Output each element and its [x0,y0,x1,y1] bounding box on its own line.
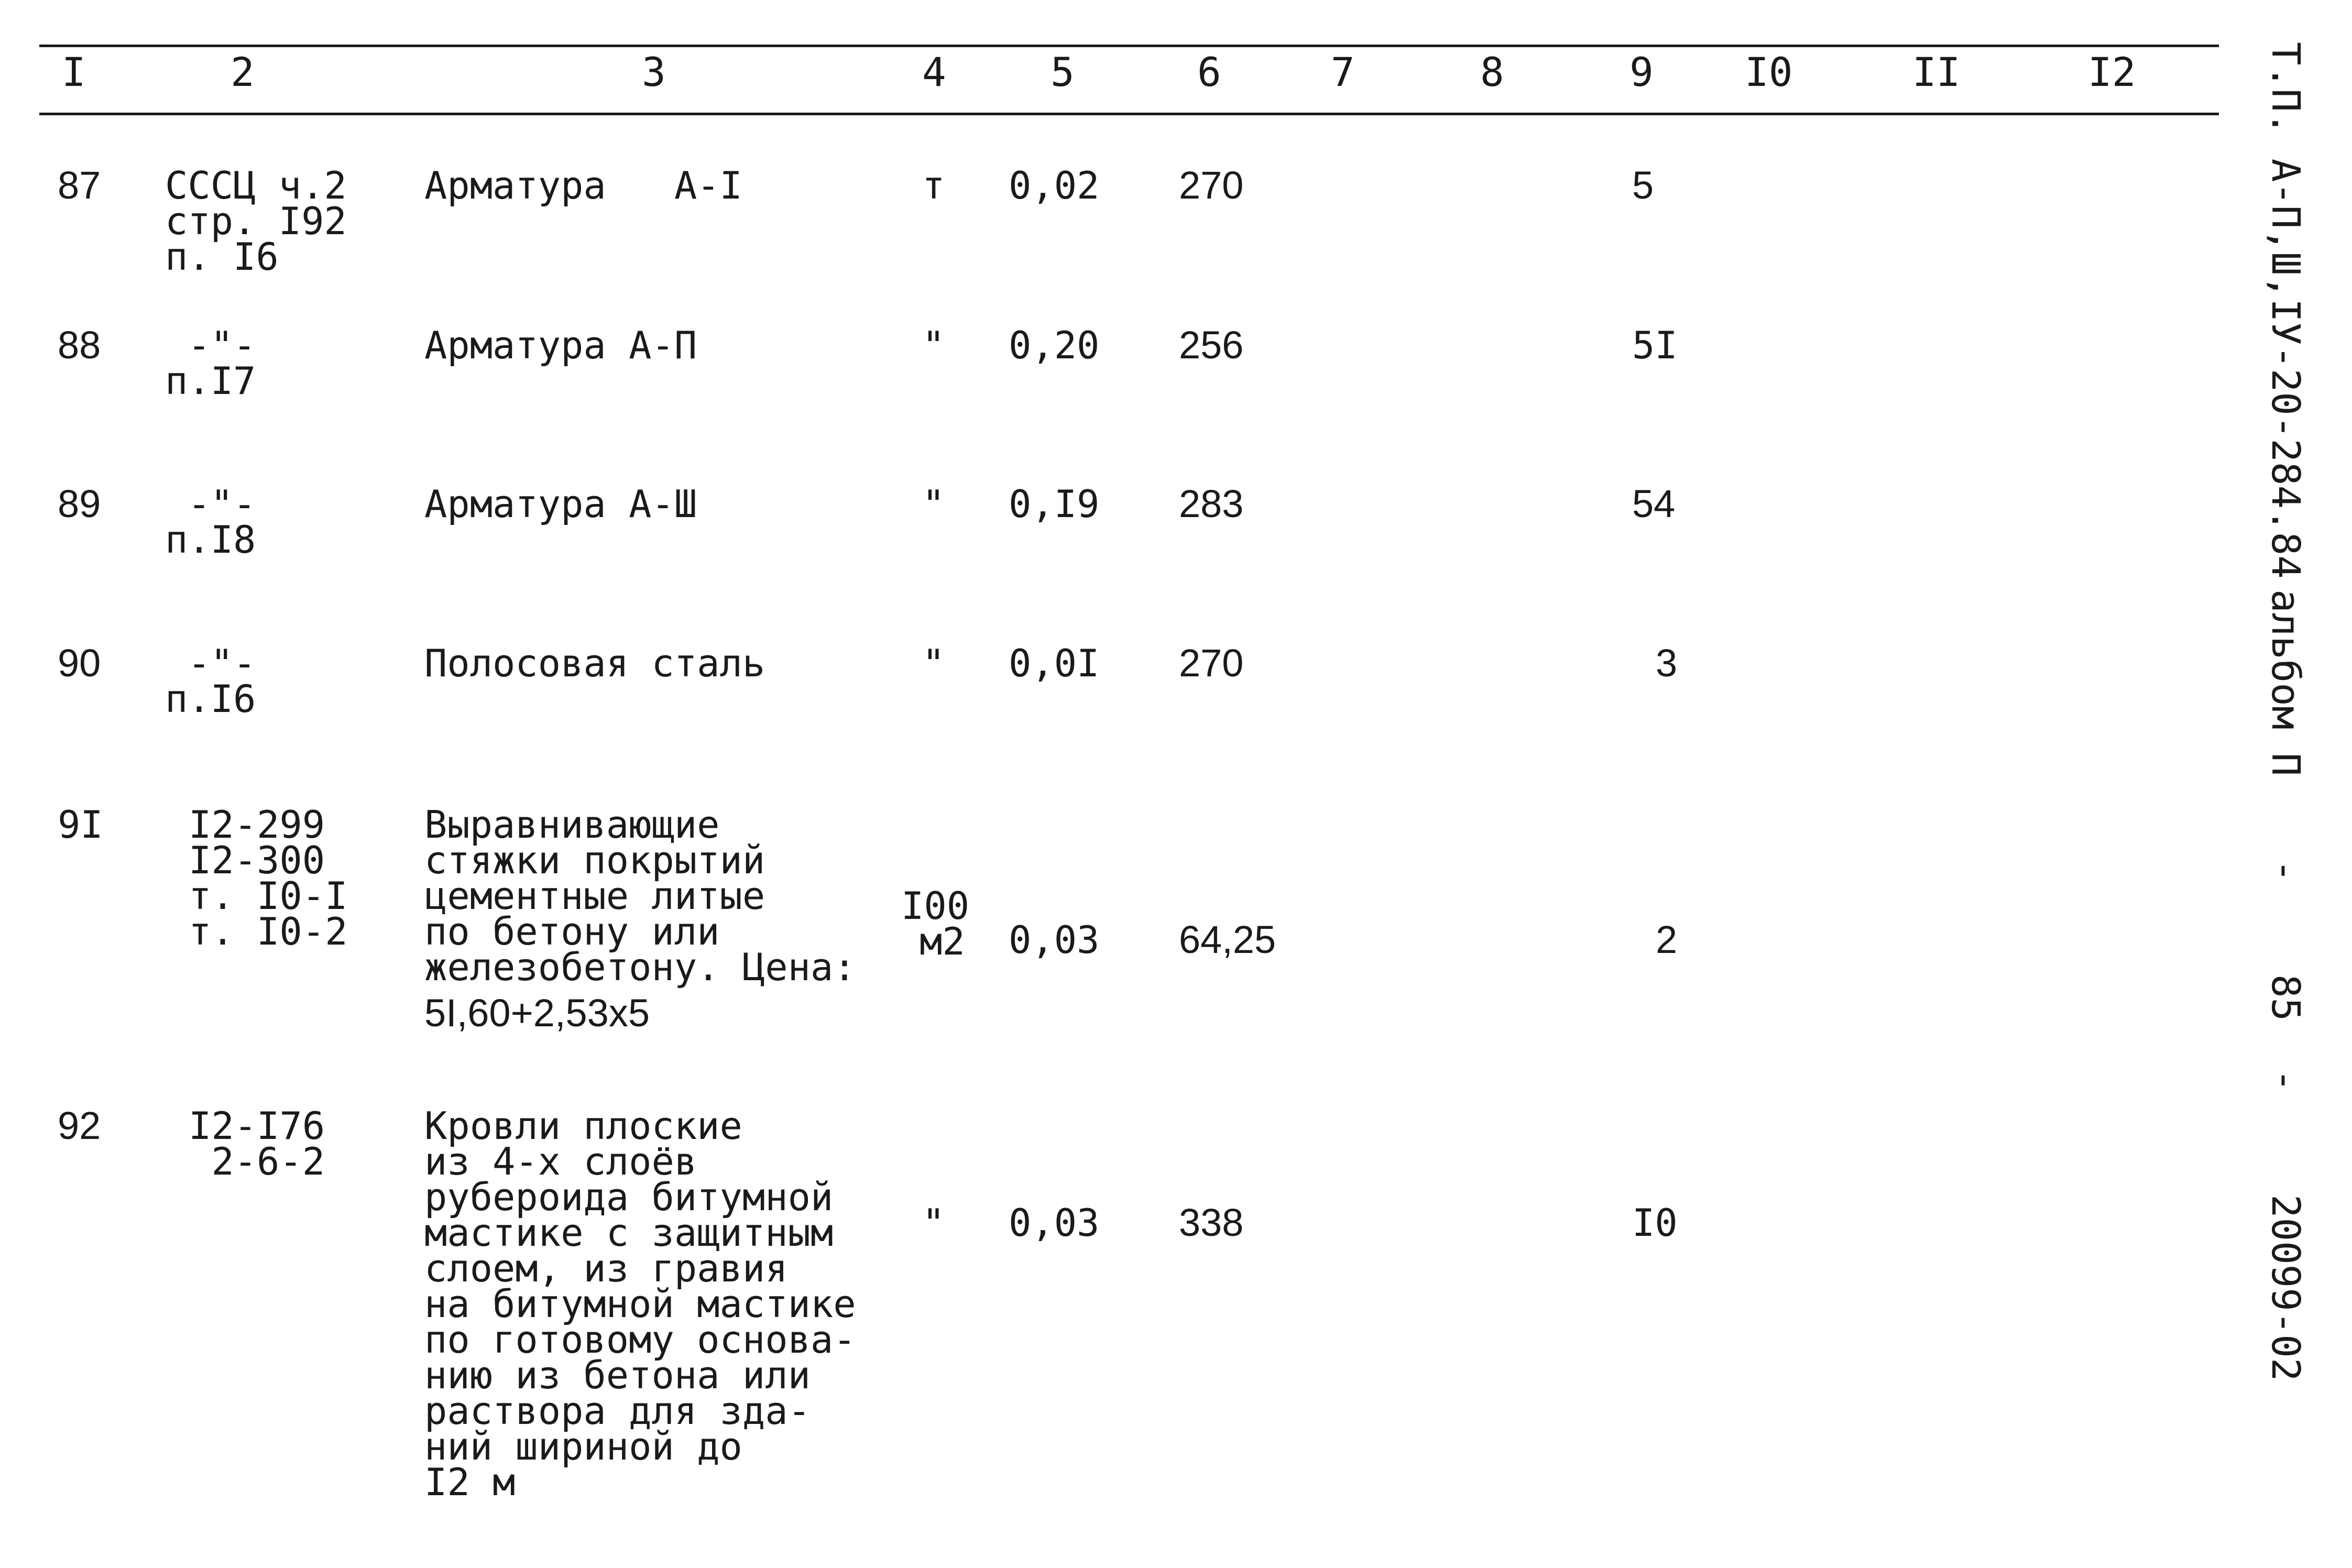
row-number: 9I [58,803,103,847]
item-name-line: по бетону или [424,909,720,953]
unit-price: 283 [1179,482,1244,525]
column-header-12: I2 [2088,49,2136,95]
unit-price: 270 [1179,641,1244,685]
reference-line: СССЦ ч.2 [165,163,347,207]
header-bottom-rule [39,113,2219,115]
dash-separator: - [2263,859,2308,883]
item-name-line: Арматура А-П [424,323,697,367]
reference-line: п.I6 [165,677,256,721]
unit: " [922,482,945,526]
unit-price: 270 [1179,163,1244,207]
reference-line: I2-I76 [189,1104,325,1148]
row-number: 92 [58,1104,101,1147]
reference-line: I2-300 [189,838,325,882]
column-header-11: II [1912,49,1961,95]
reference-line: п.I7 [165,359,256,403]
reference-line: т. I0-2 [189,909,348,953]
column-header-8: 8 [1480,49,1504,95]
quantity: 0,03 [1009,918,1100,962]
reference-line: -"- [165,482,256,526]
reference-line: п.I8 [165,518,256,562]
item-name-line: цементные литые [424,874,765,918]
column-header-6: 6 [1197,49,1221,95]
item-name-line: слоем, из гравия [424,1246,788,1290]
unit-price: 256 [1179,323,1244,367]
total: 54 [1632,482,1676,525]
unit-price: 338 [1179,1201,1244,1244]
reference-line: т. I0-I [189,874,348,918]
header-top-rule [39,45,2219,47]
unit: " [922,323,945,367]
item-name-line: Арматура А-I [424,163,742,207]
row-number: 87 [58,163,101,207]
item-name-line: стяжки покрытий [424,838,765,882]
dash-separator: - [2263,1069,2308,1092]
side-stamp [2263,42,2336,1415]
reference-line: 2-6-2 [189,1139,325,1183]
item-name-line: рубероида битумной [424,1175,834,1219]
item-name-line: Арматура А-Ш [424,482,697,526]
reference-line: -"- [165,641,256,685]
item-name-line: по готовому основа- [424,1318,856,1362]
unit: т [922,163,945,207]
item-name-line: раствора для зда- [424,1389,811,1433]
reference-line: п. I6 [165,235,279,279]
unit-price: 64,25 [1179,918,1276,961]
unit-multiplier: I00 [901,884,970,928]
column-header-3: 3 [642,49,666,95]
total: 5 [1632,163,1654,207]
unit: " [922,641,945,685]
column-header-9: 9 [1629,49,1654,95]
unit: " [922,1201,945,1245]
total: I0 [1632,1201,1678,1245]
item-name-line: I2 м [424,1460,516,1504]
quantity: 0,02 [1009,163,1100,207]
item-name-line: железобетону. Цена: [424,945,856,989]
unit: м2 [920,919,965,963]
quantity: 0,20 [1009,323,1100,367]
document-code: Т.П. А-П,Ш,IУ-20-284.84 [2263,42,2308,579]
item-name-line: Полосовая сталь [424,641,765,685]
column-header-5: 5 [1051,49,1075,95]
reference-line: стр. I92 [165,199,347,243]
column-header-10: I0 [1745,49,1793,95]
column-header-2: 2 [231,49,255,95]
row-number: 88 [58,323,101,367]
column-header-7: 7 [1331,49,1355,95]
total: 2 [1656,918,1678,961]
item-name-line: Выравнивающие [424,803,720,847]
reference-line: I2-299 [189,803,325,847]
item-name-line: ний шириной до [424,1424,742,1468]
page-number: 85 [2263,974,2308,1022]
archive-number: 20099-02 [2263,1194,2308,1381]
column-header-1: I [62,49,86,95]
item-name-line: Кровли плоские [424,1104,742,1148]
item-name-line: 5I,60+2,53x5 [424,991,650,1035]
row-number: 89 [58,482,101,525]
column-header-4: 4 [922,49,946,95]
quantity: 0,0I [1009,641,1100,685]
album-label: альбом П [2263,589,2308,776]
total: 3 [1656,641,1678,685]
quantity: 0,I9 [1009,482,1100,526]
item-name-line: из 4-х слоёв [424,1139,697,1183]
total: 5I [1632,323,1678,367]
row-number: 90 [58,641,101,685]
item-name-line: нию из бетона или [424,1353,811,1397]
reference-line: -"- [165,323,256,367]
item-name-line: на битумной мастике [424,1282,856,1326]
item-name-line: мастике с защитным [424,1211,834,1255]
quantity: 0,03 [1009,1201,1100,1245]
